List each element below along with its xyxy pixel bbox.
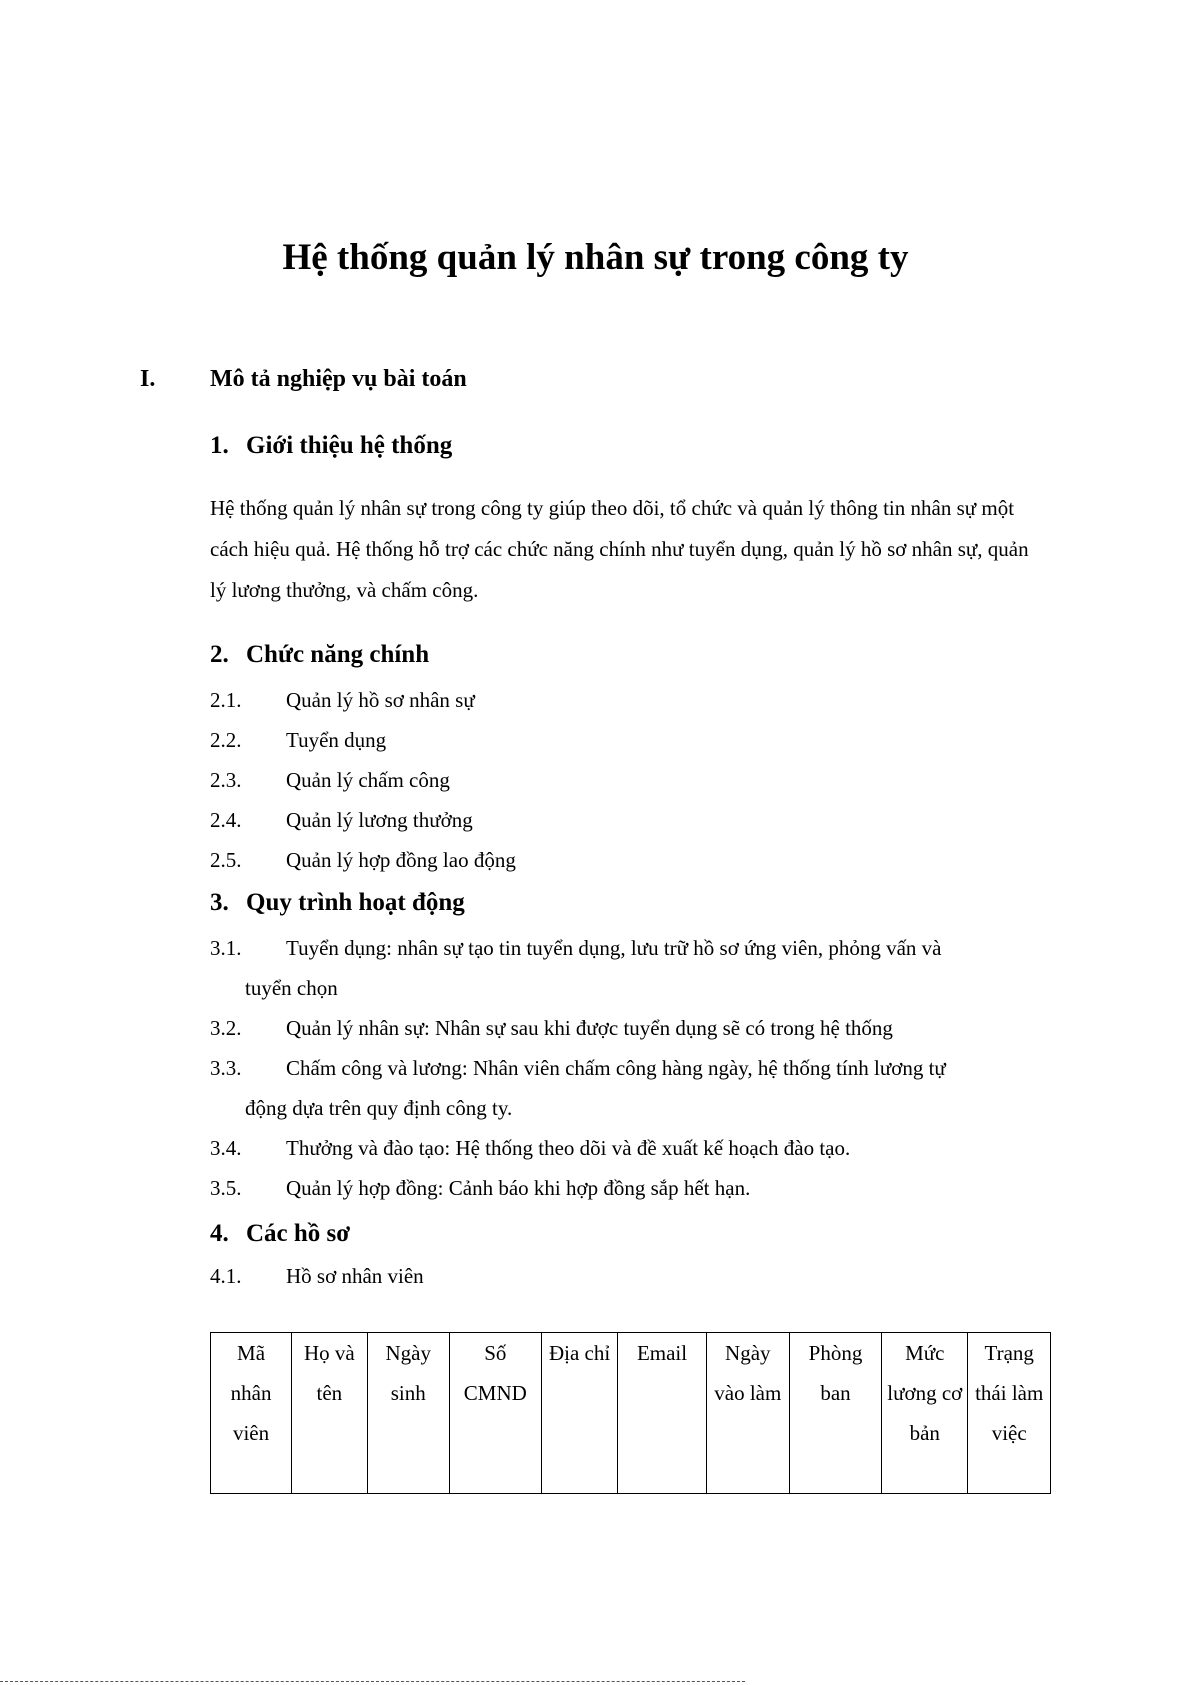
subheading-number: 4. xyxy=(210,1220,229,1247)
item-text: Thưởng và đào tạo: Hệ thống theo dõi và đề xuất kế hoạch đào tạo. xyxy=(286,1136,851,1160)
column-header: Địa chỉ xyxy=(541,1333,618,1494)
subheading-functions xyxy=(210,639,429,671)
intro-paragraph: Hệ thống quản lý nhân sự trong công ty giúp theo dõi, tổ chức và quản lý thông tin nhân sự một cách hiệu quả. Hệ thống hỗ trợ các chức năng chính như tuyển dụng, quản lý hồ sơ nhân sự, quản lý lương thưởng, và chấm công. xyxy=(210,496,1029,602)
list-item xyxy=(210,720,1050,760)
subheading-number: 1. xyxy=(210,432,229,459)
item-text-continued: tuyển chọn xyxy=(245,976,338,1000)
list-item xyxy=(210,1168,1050,1208)
column-header: Mức lương cơ bản xyxy=(882,1333,968,1494)
item-number: 3.5. xyxy=(210,1176,242,1200)
employee-profile-table xyxy=(210,1332,1051,1494)
list-item xyxy=(210,1128,1050,1168)
list-item xyxy=(210,1008,1050,1048)
column-header: Phòng ban xyxy=(789,1333,881,1494)
section-heading-1 xyxy=(140,364,467,394)
item-text: Quản lý lương thưởng xyxy=(286,808,473,832)
functions-list xyxy=(210,680,1050,880)
item-number: 2.5. xyxy=(210,848,242,872)
subheading-workflow xyxy=(210,887,465,919)
list-item xyxy=(210,800,1050,840)
item-text: Quản lý hồ sơ nhân sự xyxy=(286,688,475,712)
section-title: Mô tả nghiệp vụ bài toán xyxy=(210,366,467,392)
item-number: 3.1. xyxy=(210,936,242,960)
subheading-title: Quy trình hoạt động xyxy=(246,889,465,916)
item-number: 3.4. xyxy=(210,1136,242,1160)
list-item xyxy=(210,840,1050,880)
subheading-number: 3. xyxy=(210,889,229,916)
item-number: 2.1. xyxy=(210,688,242,712)
item-number: 2.3. xyxy=(210,768,242,792)
subheading-number: 2. xyxy=(210,641,229,668)
list-item xyxy=(210,1256,1050,1296)
item-number: 3.3. xyxy=(210,1056,242,1080)
item-number: 4.1. xyxy=(210,1264,242,1288)
table-header-row xyxy=(211,1333,1051,1494)
column-header: Mã nhân viên xyxy=(211,1333,292,1494)
column-header: Email xyxy=(618,1333,706,1494)
subheading-title: Các hồ sơ xyxy=(246,1220,351,1247)
column-header: Số CMND xyxy=(449,1333,541,1494)
item-number: 3.2. xyxy=(210,1016,242,1040)
item-text: Hồ sơ nhân viên xyxy=(286,1264,424,1288)
item-number: 2.2. xyxy=(210,728,242,752)
item-text: Quản lý hợp đồng lao động xyxy=(286,848,516,872)
item-text: Quản lý chấm công xyxy=(286,768,450,792)
column-header: Họ và tên xyxy=(292,1333,368,1494)
workflow-list xyxy=(210,928,1050,1208)
item-text: Quản lý nhân sự: Nhân sự sau khi được tuyển dụng sẽ có trong hệ thống xyxy=(286,1016,893,1040)
item-text: Tuyển dụng: nhân sự tạo tin tuyển dụng, lưu trữ hồ sơ ứng viên, phỏng vấn và xyxy=(286,936,942,960)
item-text: Tuyển dụng xyxy=(286,728,387,752)
section-number: I. xyxy=(140,366,156,392)
column-header: Ngày vào làm xyxy=(706,1333,789,1494)
list-item xyxy=(210,680,1050,720)
document-title: Hệ thống quản lý nhân sự trong công ty xyxy=(282,237,909,278)
subheading-title: Chức năng chính xyxy=(246,641,430,668)
item-text: Quản lý hợp đồng: Cảnh báo khi hợp đồng sắp hết hạn. xyxy=(286,1176,751,1200)
subheading-records xyxy=(210,1218,350,1250)
column-header: Ngày sinh xyxy=(367,1333,449,1494)
subheading-intro xyxy=(210,430,452,462)
list-item xyxy=(210,928,1050,1008)
item-text-continued: động dựa trên quy định công ty. xyxy=(245,1096,513,1120)
subheading-title: Giới thiệu hệ thống xyxy=(246,432,453,459)
records-list xyxy=(210,1256,1050,1296)
item-number: 2.4. xyxy=(210,808,242,832)
list-item xyxy=(210,760,1050,800)
column-header: Trạng thái làm việc xyxy=(968,1333,1051,1494)
list-item xyxy=(210,1048,1050,1128)
item-text: Chấm công và lương: Nhân viên chấm công hàng ngày, hệ thống tính lương tự xyxy=(286,1056,946,1080)
page-break-rule xyxy=(0,1681,745,1682)
